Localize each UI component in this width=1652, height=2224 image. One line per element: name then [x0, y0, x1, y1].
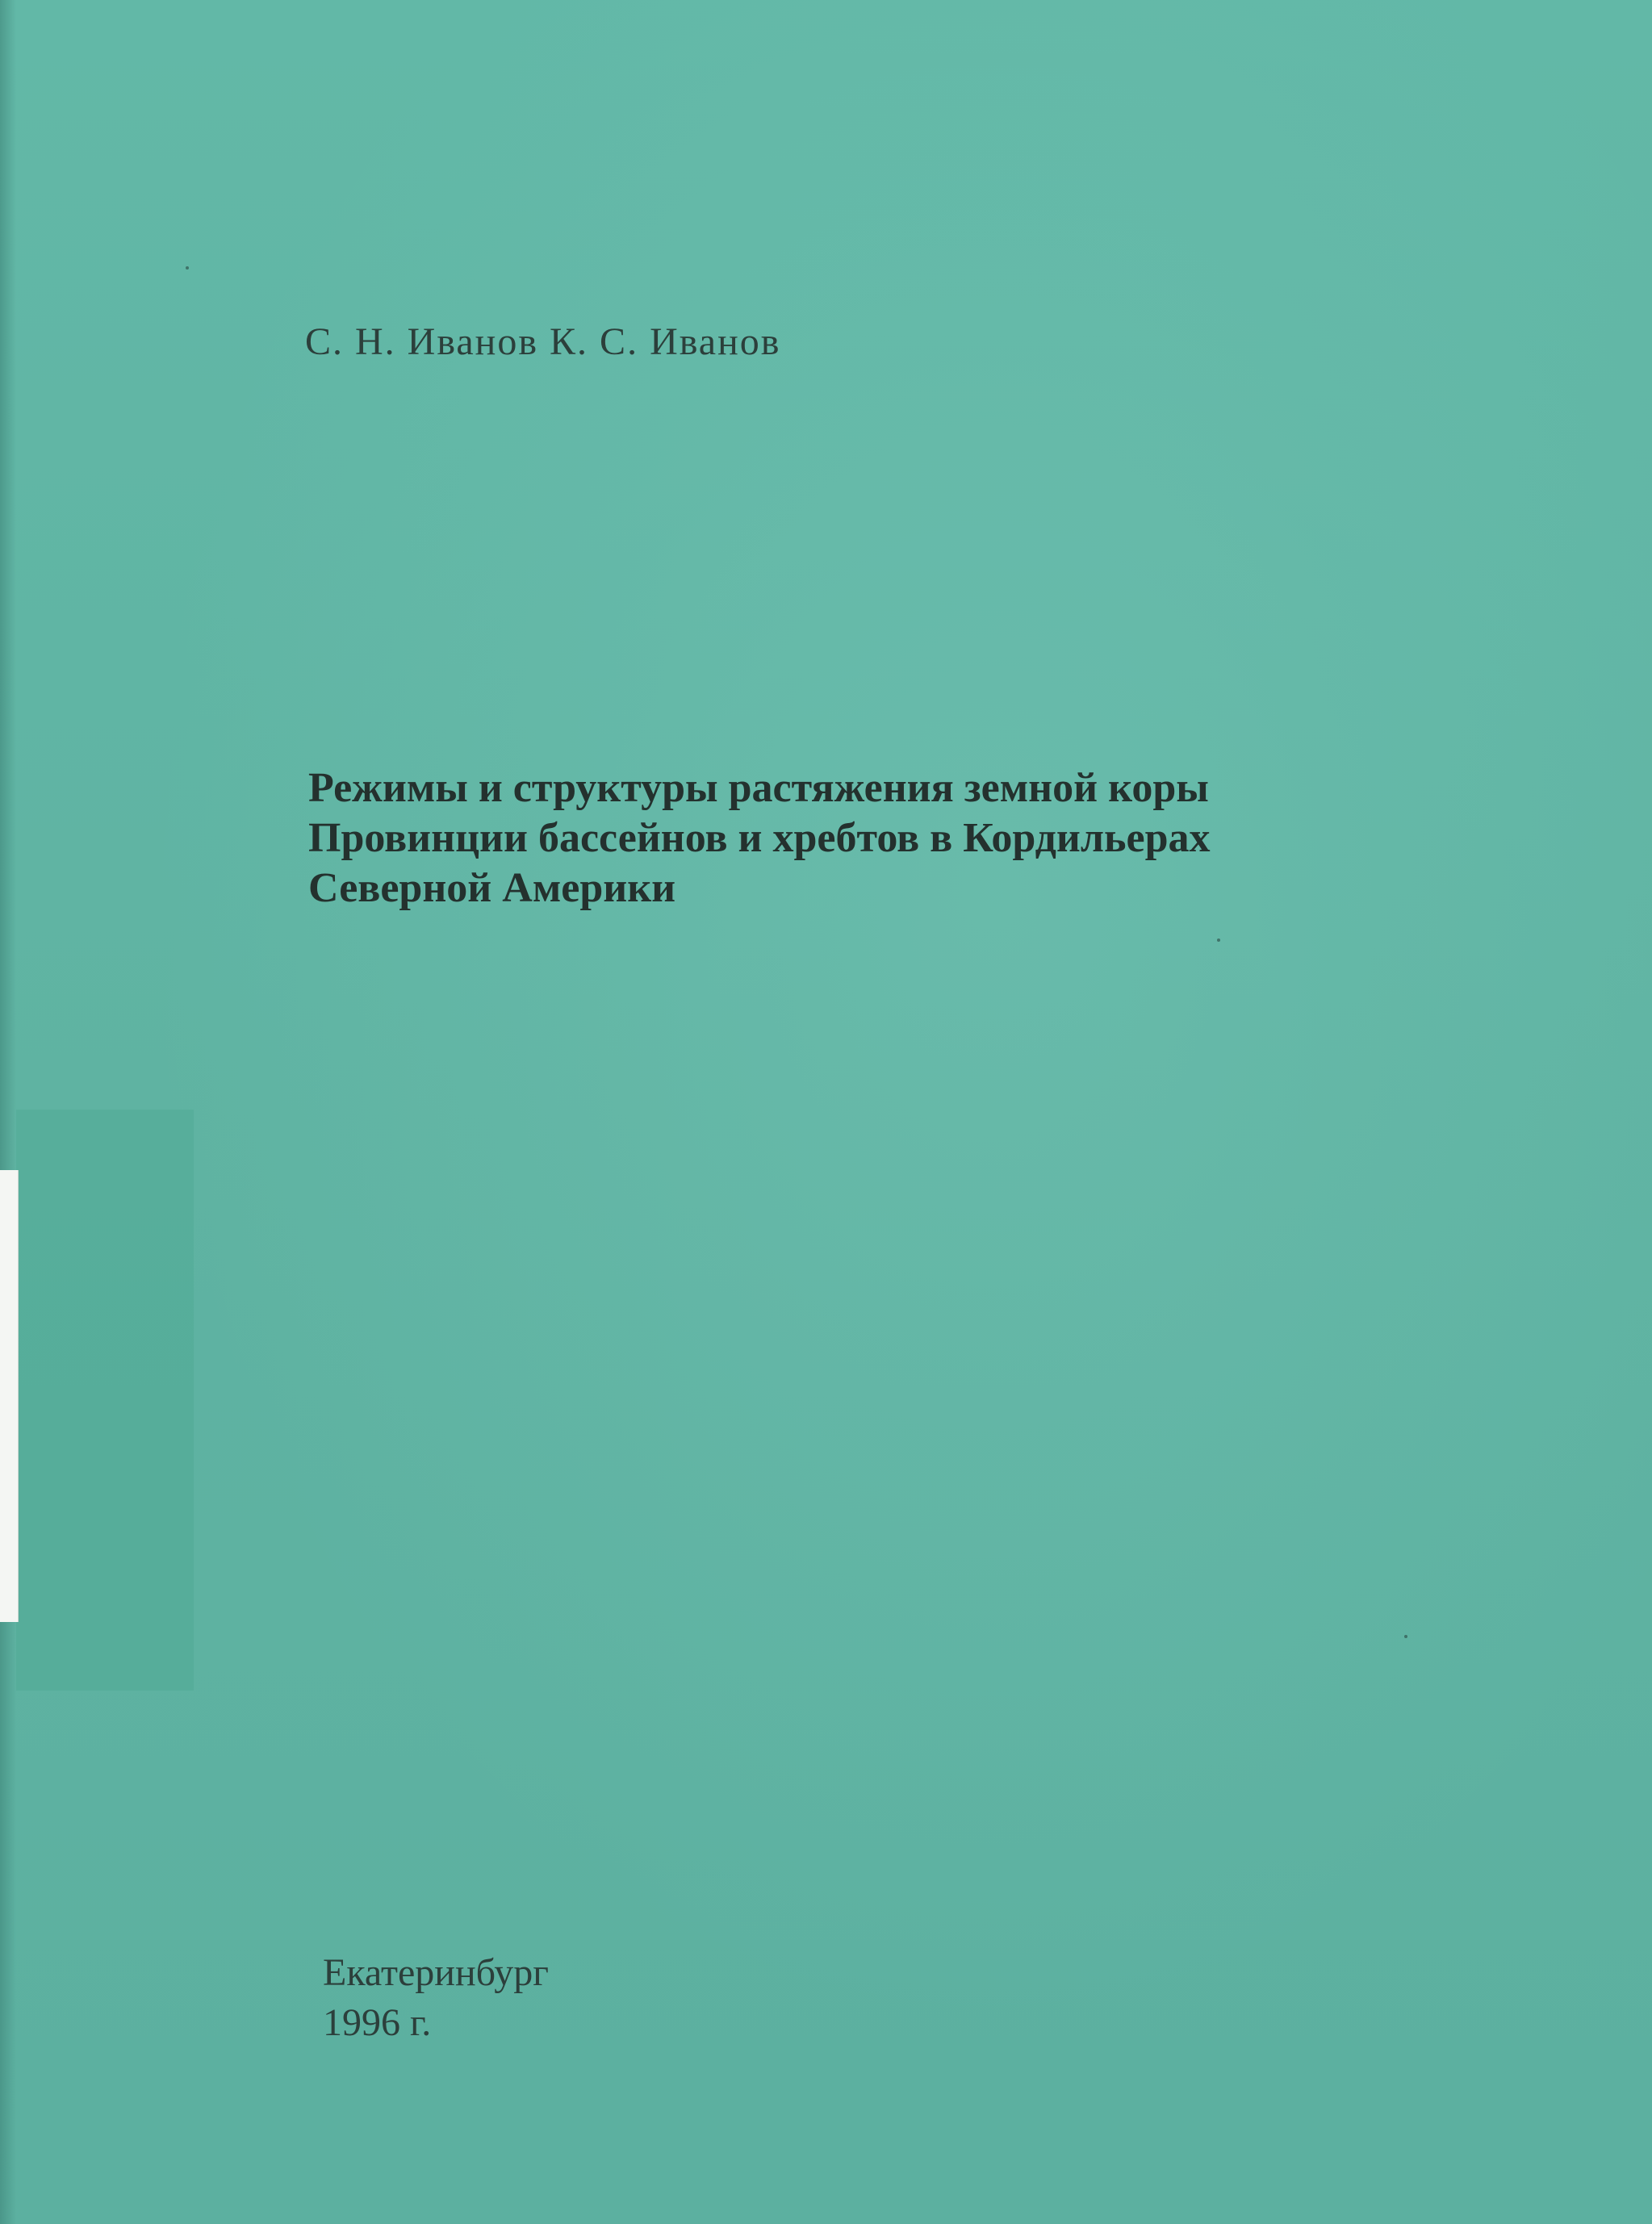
paper-speck — [1217, 939, 1220, 942]
paper-speck — [1404, 1635, 1407, 1638]
title-line-3: Северной Америки — [308, 865, 676, 911]
publication-city: Екатеринбург — [323, 1951, 549, 1994]
book-title — [308, 763, 1519, 913]
authors: С. Н. Иванов К. С. Иванов — [305, 320, 781, 363]
paper-speck — [186, 266, 189, 270]
library-tab — [0, 1170, 19, 1622]
spine-shadow — [0, 0, 16, 2224]
title-line-1: Режимы и структуры растяжения земной коры — [308, 765, 1209, 811]
title-line-2: Провинции бассейнов и хребтов в Кордильерах — [308, 815, 1211, 861]
publication-year: 1996 г. — [323, 2001, 432, 2044]
library-label-strip — [16, 1110, 194, 1691]
